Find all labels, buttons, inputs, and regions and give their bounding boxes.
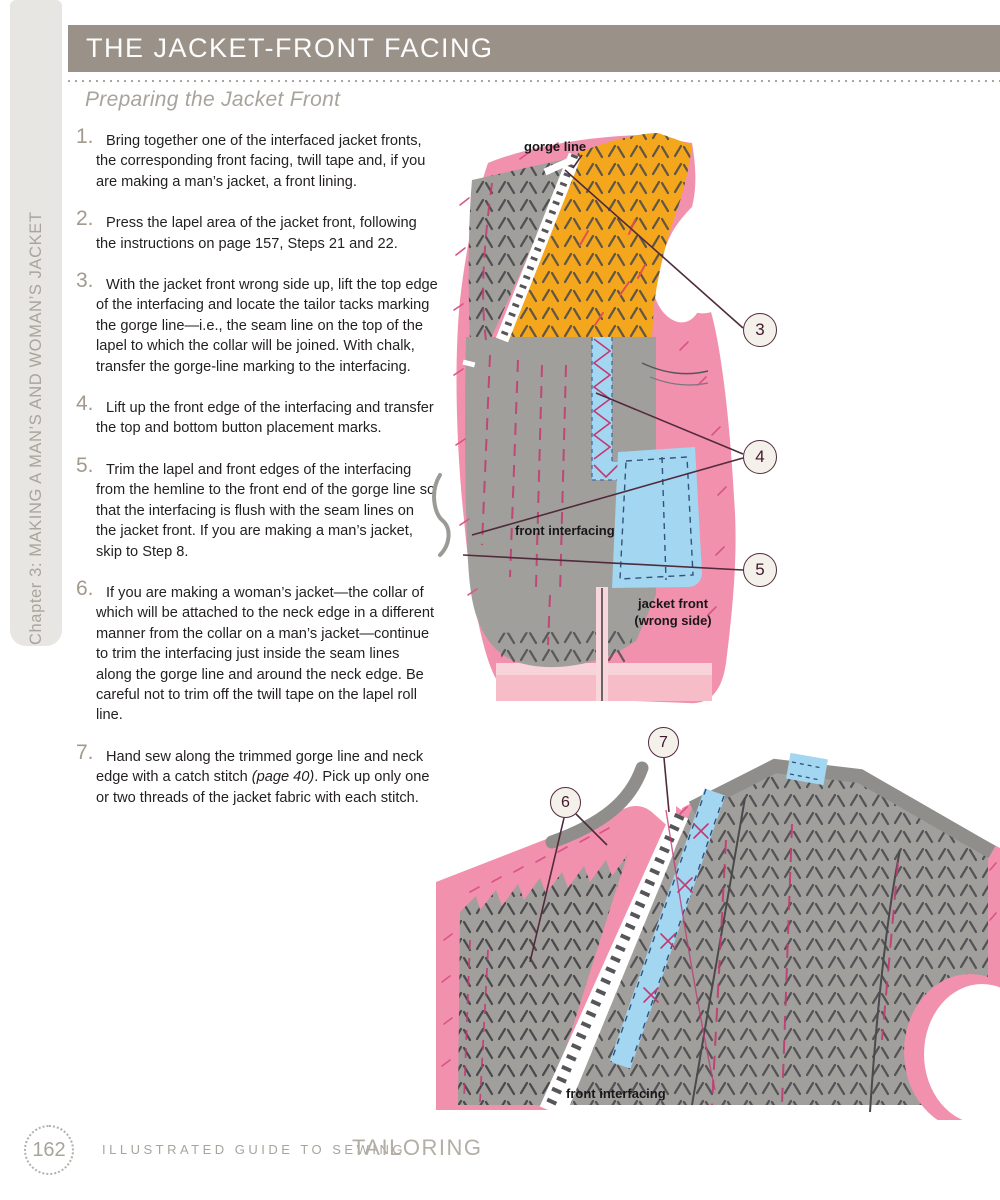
step-4-number: 4. (76, 392, 94, 416)
label-front-interfacing-2: front interfacing (566, 1086, 666, 1101)
footer-book-title: TAILORING (352, 1135, 483, 1160)
step-2-text: Press the lapel area of the jacket front, following the instructions on page 157, Steps 21 and 22. (96, 215, 417, 252)
footer-series-title: ILLUSTRATED GUIDE TO SEWING (102, 1142, 406, 1157)
label-jacket-front-line2: (wrong side) (634, 612, 712, 628)
step-6 (76, 576, 438, 726)
step-1-text: Bring together one of the interfaced jacket fronts, the corresponding front facing, twill tape and, if you are making a man’s jacket, a front lining. (96, 133, 426, 190)
page-title: THE JACKET-FRONT FACING (68, 25, 1000, 72)
step-5 (76, 453, 438, 562)
step-3-number: 3. (76, 269, 94, 293)
step-7-text (96, 747, 438, 808)
step-7 (76, 740, 438, 808)
instruction-steps (76, 125, 438, 829)
callout-7: 7 (648, 727, 679, 758)
step-3 (76, 269, 438, 377)
step-6-number: 6. (76, 576, 94, 600)
step-3-text: With the jacket front wrong side up, lift the top edge of the interfacing and locate the tailor tacks marking the gorge line—i.e., the seam line on the top of the lapel to which the collar will be joined. With chalk, transfer the gorge-line marking to the interfacing. (96, 277, 438, 375)
step-5-number: 5. (76, 453, 94, 477)
label-jacket-front-line1: jacket front (637, 596, 709, 611)
label-front-interfacing-1: front interfacing (515, 523, 615, 538)
step-4 (76, 392, 438, 439)
step-1 (76, 125, 438, 192)
label-jacket-front (612, 596, 734, 630)
section-subtitle: Preparing the Jacket Front (85, 88, 341, 111)
figure-gorge-closeup-art (430, 720, 1000, 1120)
figure-jacket-front (430, 125, 820, 725)
step-4-text: Lift up the front edge of the interfacing and transfer the top and bottom button placement marks. (96, 400, 434, 437)
dotted-divider (68, 80, 1000, 82)
callout-4: 4 (743, 440, 777, 474)
callout-6: 6 (550, 787, 581, 818)
step-2-number: 2. (76, 207, 94, 231)
step-7-text-page-ref: (page 40) (251, 769, 315, 786)
step-2 (76, 207, 438, 254)
figure-jacket-front-art (430, 125, 820, 725)
page-number-badge: 162 (24, 1125, 74, 1175)
callout-5: 5 (743, 553, 777, 587)
callout-3: 3 (743, 313, 777, 347)
label-gorge-line: gorge line (524, 139, 587, 154)
step-5-text: Trim the lapel and front edges of the interfacing from the hemline to the front end of the gorge line so that the interfacing is flush with the seam lines on the jacket front. If you are making a man’s jacket, skip to Step 8. (96, 461, 436, 560)
step-6-text: If you are making a woman’s jacket—the collar of which will be attached to the neck edge in a different manner from the collar on a man’s jacket—continue to trim the interfacing just inside the seam lines along the gorge line and around the neck edge. Be careful not to trim off the twill tape on the lapel roll line. (96, 584, 435, 724)
figure-gorge-closeup (430, 720, 1000, 1120)
step-7-text-a: Hand sew along the trimmed gorge line and neck edge with a catch stitch (96, 748, 424, 786)
step-1-number: 1. (76, 125, 94, 148)
step-7-text-c: . Pick up only one or two threads of the jacket fabric with each stitch. (96, 769, 430, 806)
step-7-number: 7. (76, 740, 94, 764)
chapter-sidebar-label: Chapter 3: MAKING A MAN’S AND WOMAN’S JACKET (26, 211, 45, 645)
